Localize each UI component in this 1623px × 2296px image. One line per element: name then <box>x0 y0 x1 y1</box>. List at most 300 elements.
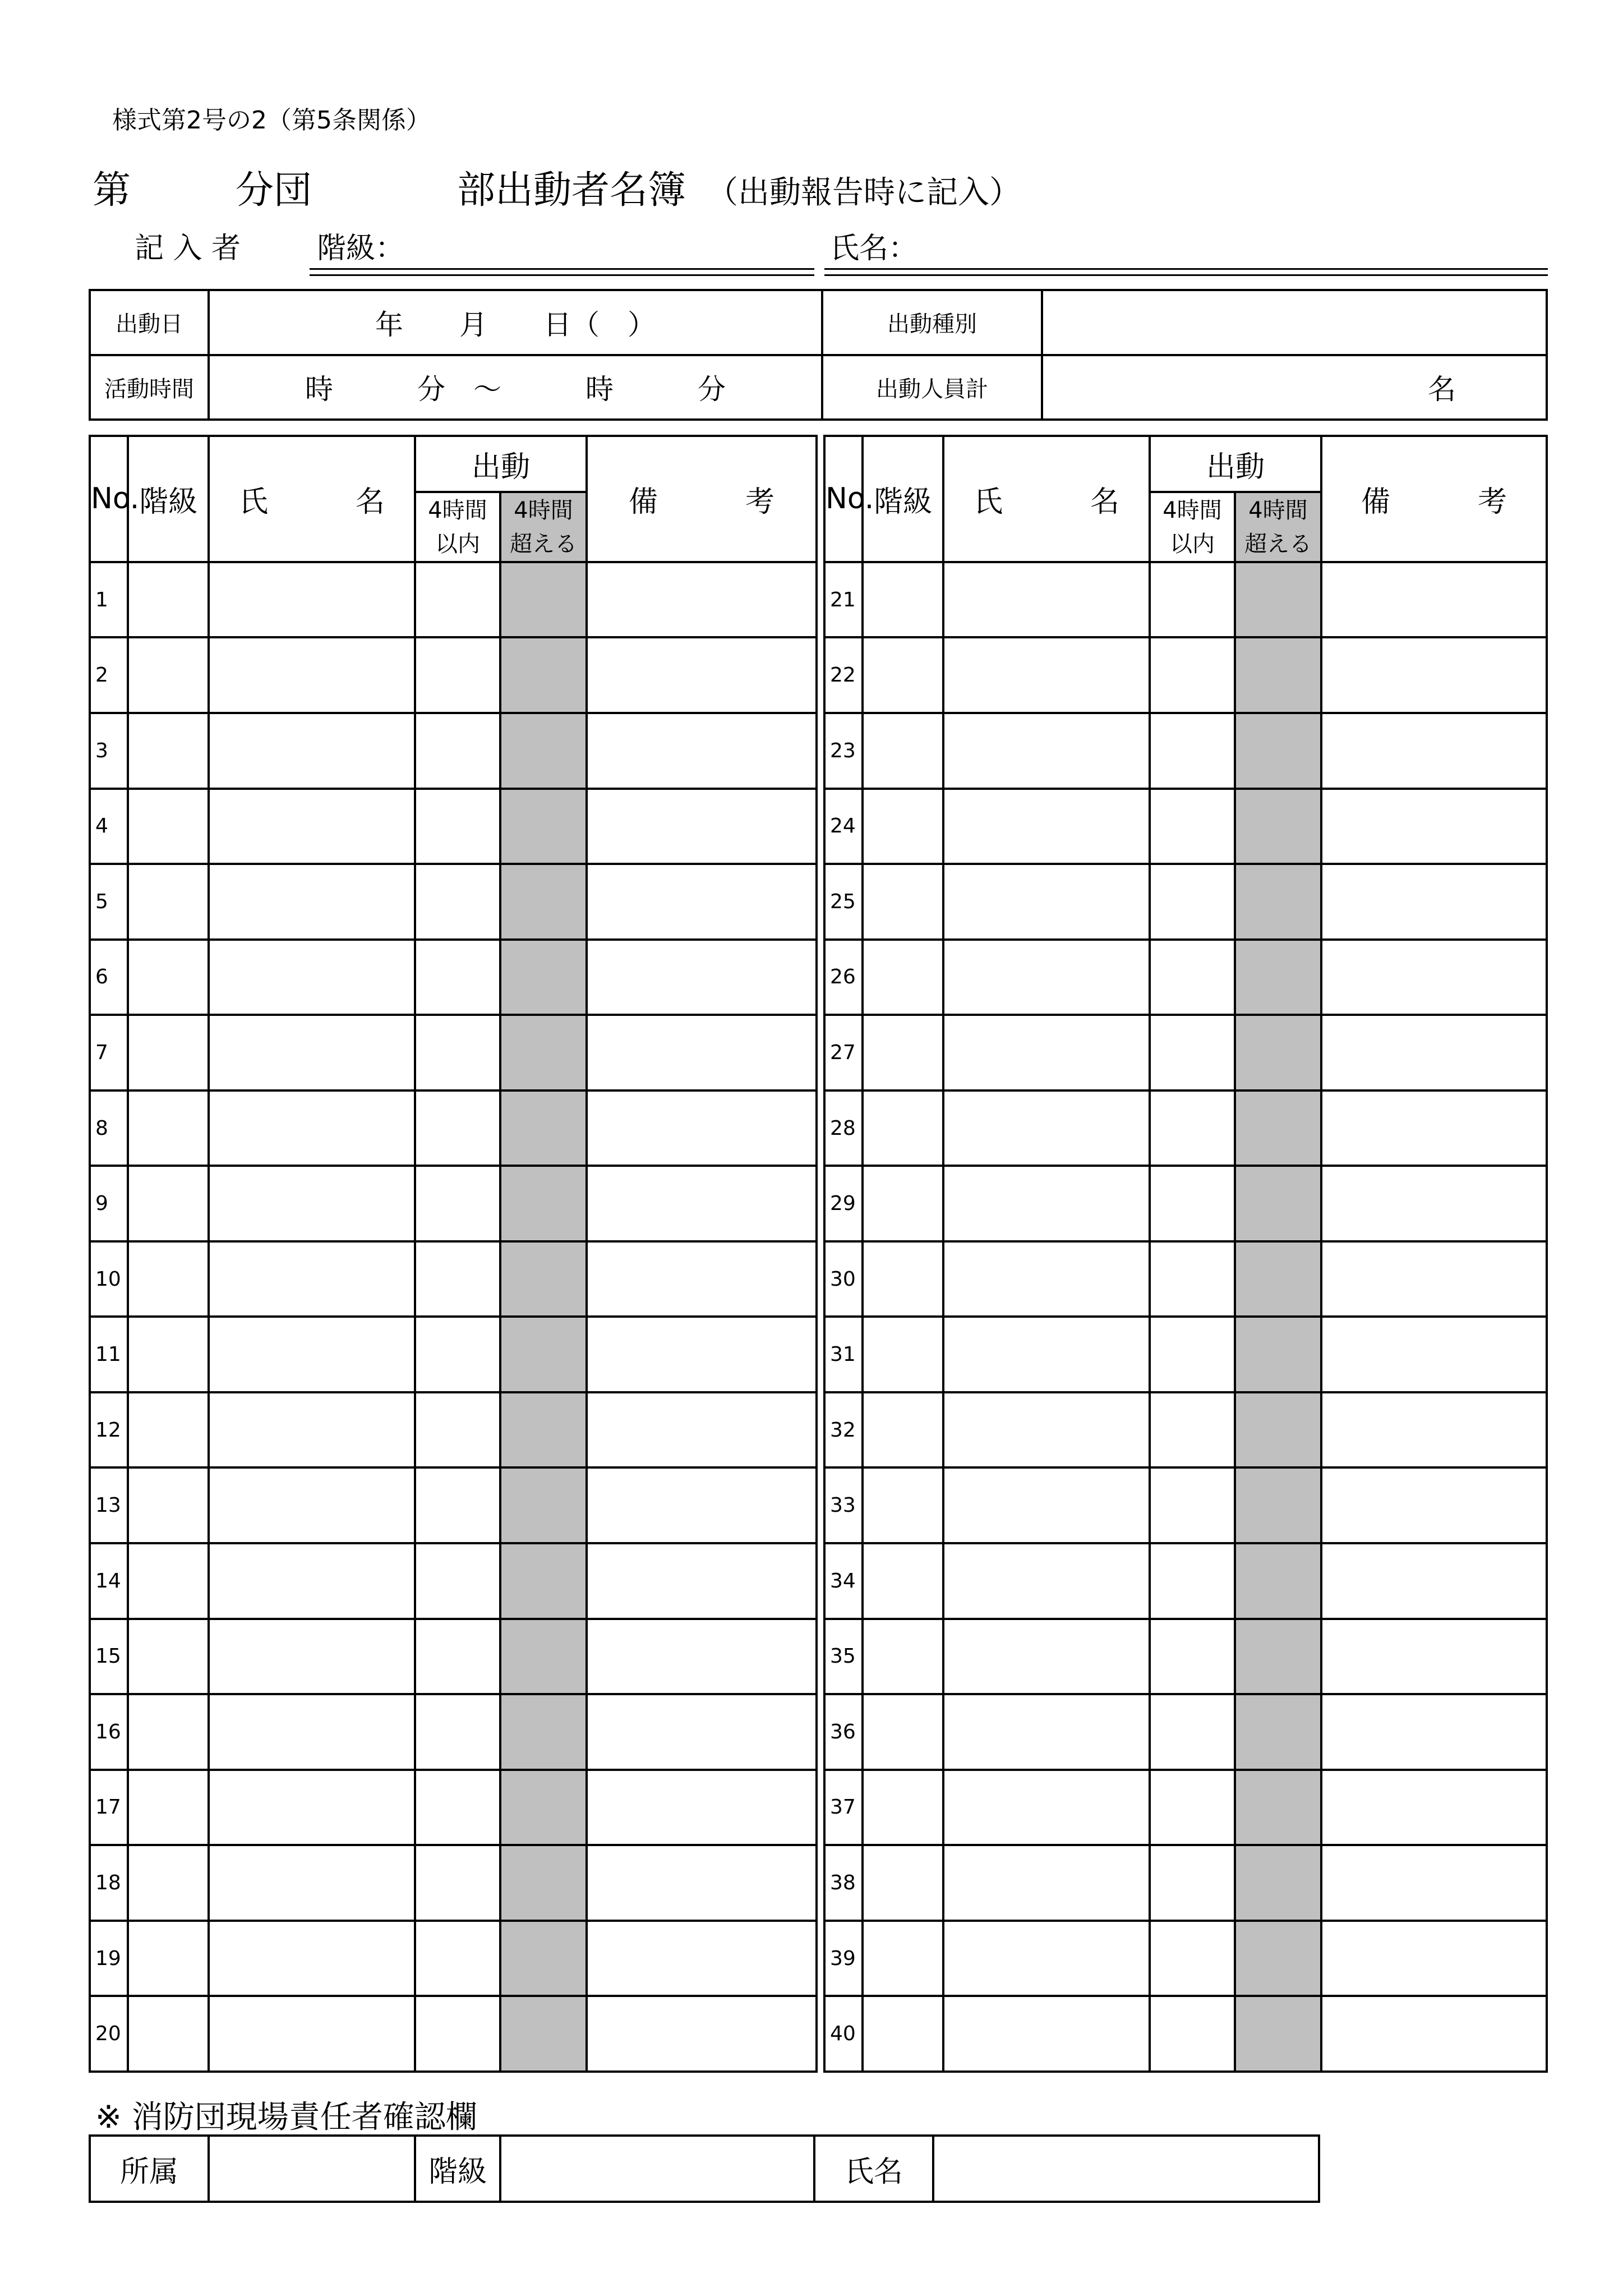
over-4h-cell[interactable] <box>1235 1392 1321 1468</box>
rank-cell[interactable] <box>863 1996 943 2072</box>
confirmation-title: ※ 消防団現場責任者確認欄 <box>95 2099 477 2136</box>
rank-cell[interactable] <box>128 864 209 940</box>
remarks-cell[interactable] <box>587 789 817 864</box>
over-4h-cell[interactable] <box>500 1241 587 1317</box>
row-number: 7 <box>90 1015 128 1091</box>
over-4h-cell[interactable] <box>1235 1619 1321 1695</box>
within-4h-cell[interactable] <box>1150 1845 1235 1921</box>
over-4h-cell[interactable] <box>500 864 587 940</box>
name-cell[interactable] <box>943 1619 1150 1695</box>
rank-cell[interactable] <box>128 1694 209 1770</box>
rank-cell[interactable] <box>128 713 209 789</box>
table-row <box>90 1392 817 1468</box>
within-4h-cell[interactable] <box>415 864 500 940</box>
row-number: 5 <box>90 864 128 940</box>
remarks-cell[interactable] <box>587 1091 817 1166</box>
name-cell[interactable] <box>943 1467 1150 1543</box>
table-row <box>824 1845 1547 1921</box>
within-4h-cell[interactable] <box>1150 1921 1235 1996</box>
rank-cell[interactable] <box>863 1543 943 1619</box>
over-4h-cell[interactable] <box>500 1770 587 1846</box>
table-row <box>824 562 1547 638</box>
over-4h-cell[interactable] <box>500 940 587 1015</box>
row-number: 18 <box>90 1845 128 1921</box>
table-row <box>90 1166 817 1241</box>
over-4h-cell[interactable] <box>1235 940 1321 1015</box>
over-4h-cell[interactable] <box>500 1091 587 1166</box>
name-cell[interactable] <box>943 1392 1150 1468</box>
col-over-4h: 4時間 超える <box>500 492 587 562</box>
rank-cell[interactable] <box>863 1619 943 1695</box>
over-4h-cell[interactable] <box>1235 1317 1321 1392</box>
table-row <box>824 637 1547 713</box>
remarks-cell[interactable] <box>1321 940 1547 1015</box>
writer-rank-label: 階級： <box>317 232 405 265</box>
table-row <box>90 713 817 789</box>
table-row <box>90 1015 817 1091</box>
table-row <box>824 1770 1547 1846</box>
remarks-cell[interactable] <box>1321 1694 1547 1770</box>
within-4h-cell[interactable] <box>1150 864 1235 940</box>
row-number: 40 <box>824 1996 863 2072</box>
within-4h-cell[interactable] <box>1150 1996 1235 2072</box>
within-4h-cell[interactable] <box>1150 1392 1235 1468</box>
title-bundan: 分団 <box>236 168 312 213</box>
table-row <box>824 1241 1547 1317</box>
within-4h-cell[interactable] <box>415 940 500 1015</box>
table-row <box>824 789 1547 864</box>
name-cell[interactable] <box>943 1770 1150 1846</box>
over-4h-cell[interactable] <box>500 713 587 789</box>
table-row <box>90 1996 817 2072</box>
rank-cell[interactable] <box>863 1694 943 1770</box>
row-number: 29 <box>824 1166 863 1241</box>
remarks-cell[interactable] <box>587 940 817 1015</box>
name-cell[interactable] <box>209 637 415 713</box>
over-4h-cell[interactable] <box>1235 1921 1321 1996</box>
name-cell[interactable] <box>943 637 1150 713</box>
within-4h-cell[interactable] <box>1150 1694 1235 1770</box>
rank-cell[interactable] <box>863 1392 943 1468</box>
over-4h-cell[interactable] <box>1235 1845 1321 1921</box>
table-row <box>824 1015 1547 1091</box>
row-number: 26 <box>824 940 863 1015</box>
rank-cell[interactable] <box>863 1845 943 1921</box>
table-row <box>90 1845 817 1921</box>
table-row <box>90 1467 817 1543</box>
rank-cell[interactable] <box>863 1241 943 1317</box>
title-note: （出動報告時に記入） <box>707 174 1021 211</box>
remarks-cell[interactable] <box>1321 1317 1547 1392</box>
over-4h-cell[interactable] <box>1235 1543 1321 1619</box>
row-number: 10 <box>90 1241 128 1317</box>
over-4h-cell[interactable] <box>500 1996 587 2072</box>
table-row <box>90 637 817 713</box>
over-4h-cell[interactable] <box>1235 789 1321 864</box>
remarks-cell[interactable] <box>1321 562 1547 638</box>
col-remarks: 備 考 <box>1321 436 1547 562</box>
name-cell[interactable] <box>209 1015 415 1091</box>
rank-cell[interactable] <box>128 1241 209 1317</box>
over-4h-cell[interactable] <box>500 1543 587 1619</box>
over-4h-cell[interactable] <box>1235 1091 1321 1166</box>
table-row <box>824 940 1547 1015</box>
col-name: 氏 名 <box>209 436 415 562</box>
remarks-cell[interactable] <box>1321 1619 1547 1695</box>
remarks-cell[interactable] <box>587 1015 817 1091</box>
over-4h-cell[interactable] <box>500 1392 587 1468</box>
row-number: 39 <box>824 1921 863 1996</box>
table-row <box>90 1770 817 1846</box>
within-4h-cell[interactable] <box>415 1166 500 1241</box>
remarks-cell[interactable] <box>1321 637 1547 713</box>
over-4h-cell[interactable] <box>500 1166 587 1241</box>
over-4h-cell[interactable] <box>500 562 587 638</box>
table-row <box>824 1166 1547 1241</box>
rank-cell[interactable] <box>128 1619 209 1695</box>
over-4h-cell[interactable] <box>1235 1694 1321 1770</box>
row-number: 14 <box>90 1543 128 1619</box>
title-dai: 第 <box>93 168 131 213</box>
name-cell[interactable] <box>209 1921 415 1996</box>
type-field[interactable] <box>1042 290 1547 355</box>
remarks-cell[interactable] <box>1321 713 1547 789</box>
row-number: 34 <box>824 1543 863 1619</box>
writer-name-field[interactable] <box>824 268 1548 276</box>
table-row <box>824 864 1547 940</box>
rank-cell[interactable] <box>128 1392 209 1468</box>
rank-cell[interactable] <box>863 1015 943 1091</box>
within-4h-cell[interactable] <box>1150 637 1235 713</box>
within-4h-cell[interactable] <box>1150 1770 1235 1846</box>
rank-cell[interactable] <box>128 1921 209 1996</box>
within-4h-cell[interactable] <box>1150 1467 1235 1543</box>
within-4h-cell[interactable] <box>1150 789 1235 864</box>
remarks-cell[interactable] <box>587 1166 817 1241</box>
over-4h-cell[interactable] <box>1235 1166 1321 1241</box>
count-field[interactable]: 名 <box>1042 355 1547 420</box>
remarks-cell[interactable] <box>587 713 817 789</box>
within-4h-cell[interactable] <box>415 789 500 864</box>
confirmation-table <box>89 2134 1320 2203</box>
name-cell[interactable] <box>943 789 1150 864</box>
over-4h-cell[interactable] <box>500 1921 587 1996</box>
row-number: 16 <box>90 1694 128 1770</box>
within-4h-cell[interactable] <box>415 637 500 713</box>
within-4h-cell[interactable] <box>1150 1091 1235 1166</box>
remarks-cell[interactable] <box>587 1317 817 1392</box>
rank-cell[interactable] <box>128 789 209 864</box>
row-number: 25 <box>824 864 863 940</box>
roster-table-right <box>823 435 1548 2073</box>
remarks-cell[interactable] <box>587 637 817 713</box>
row-number: 2 <box>90 637 128 713</box>
row-number: 37 <box>824 1770 863 1846</box>
affiliation-label: 所属 <box>90 2136 209 2202</box>
remarks-cell[interactable] <box>1321 1467 1547 1543</box>
remarks-cell[interactable] <box>587 562 817 638</box>
name-cell[interactable] <box>943 1845 1150 1921</box>
over-4h-cell[interactable] <box>1235 1241 1321 1317</box>
confirm-name-field[interactable] <box>933 2136 1319 2202</box>
within-4h-cell[interactable] <box>415 1015 500 1091</box>
row-number: 1 <box>90 562 128 638</box>
name-cell[interactable] <box>943 1091 1150 1166</box>
name-cell[interactable] <box>209 789 415 864</box>
name-cell[interactable] <box>943 1241 1150 1317</box>
over-4h-cell[interactable] <box>500 789 587 864</box>
remarks-cell[interactable] <box>1321 1543 1547 1619</box>
rank-cell[interactable] <box>128 1317 209 1392</box>
dispatch-info-table <box>89 289 1548 421</box>
within-4h-cell[interactable] <box>415 1241 500 1317</box>
name-cell[interactable] <box>943 1166 1150 1241</box>
col-within-4h: 4時間 以内 <box>415 492 500 562</box>
writer-rank-field[interactable] <box>310 268 814 276</box>
over-4h-cell[interactable] <box>500 637 587 713</box>
over-4h-cell[interactable] <box>500 1694 587 1770</box>
table-row <box>90 562 817 638</box>
remarks-cell[interactable] <box>587 1392 817 1468</box>
col-dispatch: 出動 <box>415 436 587 492</box>
rank-cell[interactable] <box>128 1166 209 1241</box>
name-cell[interactable] <box>943 1015 1150 1091</box>
within-4h-cell[interactable] <box>1150 1166 1235 1241</box>
within-4h-cell[interactable] <box>415 1619 500 1695</box>
table-row <box>90 1921 817 1996</box>
table-row <box>824 1467 1547 1543</box>
rank-cell[interactable] <box>863 940 943 1015</box>
remarks-cell[interactable] <box>1321 1845 1547 1921</box>
name-cell[interactable] <box>943 864 1150 940</box>
name-cell[interactable] <box>943 940 1150 1015</box>
rank-cell[interactable] <box>128 1091 209 1166</box>
rank-cell[interactable] <box>863 637 943 713</box>
affiliation-field[interactable] <box>209 2136 415 2202</box>
within-4h-cell[interactable] <box>415 1317 500 1392</box>
name-cell[interactable] <box>209 1241 415 1317</box>
count-label: 出動人員計 <box>822 355 1042 420</box>
remarks-cell[interactable] <box>1321 789 1547 864</box>
remarks-cell[interactable] <box>587 1845 817 1921</box>
time-field[interactable]: 時 分 ～ 時 分 <box>209 355 822 420</box>
over-4h-cell[interactable] <box>1235 1996 1321 2072</box>
rank-cell[interactable] <box>863 864 943 940</box>
rank-cell[interactable] <box>863 562 943 638</box>
rank-cell[interactable] <box>128 1543 209 1619</box>
name-cell[interactable] <box>209 940 415 1015</box>
row-number: 17 <box>90 1770 128 1846</box>
over-4h-cell[interactable] <box>1235 1015 1321 1091</box>
remarks-cell[interactable] <box>1321 1091 1547 1166</box>
col-rank: 階級 <box>863 436 943 562</box>
remarks-cell[interactable] <box>587 1996 817 2072</box>
rank-cell[interactable] <box>863 1770 943 1846</box>
within-4h-cell[interactable] <box>415 1845 500 1921</box>
name-cell[interactable] <box>209 1392 415 1468</box>
rank-cell[interactable] <box>863 713 943 789</box>
name-cell[interactable] <box>209 1467 415 1543</box>
rank-cell[interactable] <box>128 562 209 638</box>
name-cell[interactable] <box>943 1921 1150 1996</box>
rank-cell[interactable] <box>863 1317 943 1392</box>
within-4h-cell[interactable] <box>415 562 500 638</box>
remarks-cell[interactable] <box>1321 1770 1547 1846</box>
remarks-cell[interactable] <box>1321 1996 1547 2072</box>
rank-cell[interactable] <box>128 940 209 1015</box>
over-4h-cell[interactable] <box>1235 1770 1321 1846</box>
within-4h-cell[interactable] <box>415 1770 500 1846</box>
name-cell[interactable] <box>209 1694 415 1770</box>
within-4h-cell[interactable] <box>1150 562 1235 638</box>
table-row <box>824 1619 1547 1695</box>
remarks-cell[interactable] <box>1321 1241 1547 1317</box>
row-number: 20 <box>90 1996 128 2072</box>
row-number: 24 <box>824 789 863 864</box>
within-4h-cell[interactable] <box>415 1543 500 1619</box>
table-row <box>824 1996 1547 2072</box>
within-4h-cell[interactable] <box>1150 940 1235 1015</box>
name-cell[interactable] <box>209 1770 415 1846</box>
col-dispatch: 出動 <box>1150 436 1321 492</box>
remarks-cell[interactable] <box>587 1241 817 1317</box>
roster-table-left <box>89 435 818 2073</box>
row-number: 15 <box>90 1619 128 1695</box>
name-cell[interactable] <box>209 1543 415 1619</box>
col-over-4h: 4時間 超える <box>1235 492 1321 562</box>
table-row <box>90 789 817 864</box>
name-cell[interactable] <box>943 562 1150 638</box>
remarks-cell[interactable] <box>587 1619 817 1695</box>
name-cell[interactable] <box>209 713 415 789</box>
row-number: 33 <box>824 1467 863 1543</box>
over-4h-cell[interactable] <box>500 1317 587 1392</box>
over-4h-cell[interactable] <box>1235 562 1321 638</box>
table-row <box>824 713 1547 789</box>
table-row <box>90 940 817 1015</box>
table-row <box>90 1619 817 1695</box>
remarks-cell[interactable] <box>1321 864 1547 940</box>
name-cell[interactable] <box>209 1845 415 1921</box>
rank-cell[interactable] <box>863 1467 943 1543</box>
rank-cell[interactable] <box>128 1015 209 1091</box>
over-4h-cell[interactable] <box>1235 864 1321 940</box>
rank-cell[interactable] <box>863 1166 943 1241</box>
row-number: 38 <box>824 1845 863 1921</box>
remarks-cell[interactable] <box>1321 1166 1547 1241</box>
name-cell[interactable] <box>943 1543 1150 1619</box>
name-cell[interactable] <box>209 1996 415 2072</box>
within-4h-cell[interactable] <box>415 1921 500 1996</box>
within-4h-cell[interactable] <box>415 1996 500 2072</box>
row-number: 30 <box>824 1241 863 1317</box>
remarks-cell[interactable] <box>587 1467 817 1543</box>
within-4h-cell[interactable] <box>1150 1543 1235 1619</box>
name-cell[interactable] <box>943 713 1150 789</box>
form-number: 様式第2号の2（第5条関係） <box>112 106 431 135</box>
row-number: 21 <box>824 562 863 638</box>
row-number: 32 <box>824 1392 863 1468</box>
row-number: 8 <box>90 1091 128 1166</box>
name-cell[interactable] <box>209 864 415 940</box>
within-4h-cell[interactable] <box>415 1392 500 1468</box>
name-cell[interactable] <box>943 1996 1150 2072</box>
name-cell[interactable] <box>209 1317 415 1392</box>
row-number: 23 <box>824 713 863 789</box>
rank-cell[interactable] <box>128 637 209 713</box>
within-4h-cell[interactable] <box>1150 713 1235 789</box>
row-number: 3 <box>90 713 128 789</box>
date-label: 出動日 <box>90 290 209 355</box>
within-4h-cell[interactable] <box>1150 1317 1235 1392</box>
rank-cell[interactable] <box>128 1770 209 1846</box>
within-4h-cell[interactable] <box>1150 1015 1235 1091</box>
remarks-cell[interactable] <box>1321 1015 1547 1091</box>
row-number: 12 <box>90 1392 128 1468</box>
row-number: 13 <box>90 1467 128 1543</box>
remarks-cell[interactable] <box>1321 1392 1547 1468</box>
rank-cell[interactable] <box>128 1996 209 2072</box>
col-name: 氏 名 <box>943 436 1150 562</box>
row-number: 28 <box>824 1091 863 1166</box>
writer-label: 記 入 者 <box>135 232 241 265</box>
rank-cell[interactable] <box>863 1921 943 1996</box>
remarks-cell[interactable] <box>1321 1921 1547 1996</box>
remarks-cell[interactable] <box>587 864 817 940</box>
time-label: 活動時間 <box>90 355 209 420</box>
col-rank: 階級 <box>128 436 209 562</box>
table-row <box>824 1317 1547 1392</box>
confirm-rank-field[interactable] <box>500 2136 814 2202</box>
type-label: 出動種別 <box>822 290 1042 355</box>
remarks-cell[interactable] <box>587 1694 817 1770</box>
over-4h-cell[interactable] <box>500 1619 587 1695</box>
row-number: 22 <box>824 637 863 713</box>
rank-cell[interactable] <box>128 1467 209 1543</box>
col-no: No. <box>90 436 128 562</box>
name-cell[interactable] <box>209 1619 415 1695</box>
rank-cell[interactable] <box>128 1845 209 1921</box>
within-4h-cell[interactable] <box>415 713 500 789</box>
name-cell[interactable] <box>209 1166 415 1241</box>
over-4h-cell[interactable] <box>1235 1467 1321 1543</box>
within-4h-cell[interactable] <box>1150 1241 1235 1317</box>
over-4h-cell[interactable] <box>500 1845 587 1921</box>
row-number: 11 <box>90 1317 128 1392</box>
name-cell[interactable] <box>943 1317 1150 1392</box>
row-number: 6 <box>90 940 128 1015</box>
over-4h-cell[interactable] <box>1235 637 1321 713</box>
date-field[interactable]: 年 月 日（ ） <box>209 290 822 355</box>
within-4h-cell[interactable] <box>415 1694 500 1770</box>
table-row <box>90 1317 817 1392</box>
within-4h-cell[interactable] <box>415 1467 500 1543</box>
remarks-cell[interactable] <box>587 1543 817 1619</box>
remarks-cell[interactable] <box>587 1770 817 1846</box>
name-cell[interactable] <box>209 1091 415 1166</box>
remarks-cell[interactable] <box>587 1921 817 1996</box>
title-main: 部出動者名簿 <box>457 168 686 213</box>
over-4h-cell[interactable] <box>500 1015 587 1091</box>
within-4h-cell[interactable] <box>415 1091 500 1166</box>
name-cell[interactable] <box>943 1694 1150 1770</box>
over-4h-cell[interactable] <box>500 1467 587 1543</box>
rank-cell[interactable] <box>863 1091 943 1166</box>
name-cell[interactable] <box>209 562 415 638</box>
rank-cell[interactable] <box>863 789 943 864</box>
over-4h-cell[interactable] <box>1235 713 1321 789</box>
within-4h-cell[interactable] <box>1150 1619 1235 1695</box>
